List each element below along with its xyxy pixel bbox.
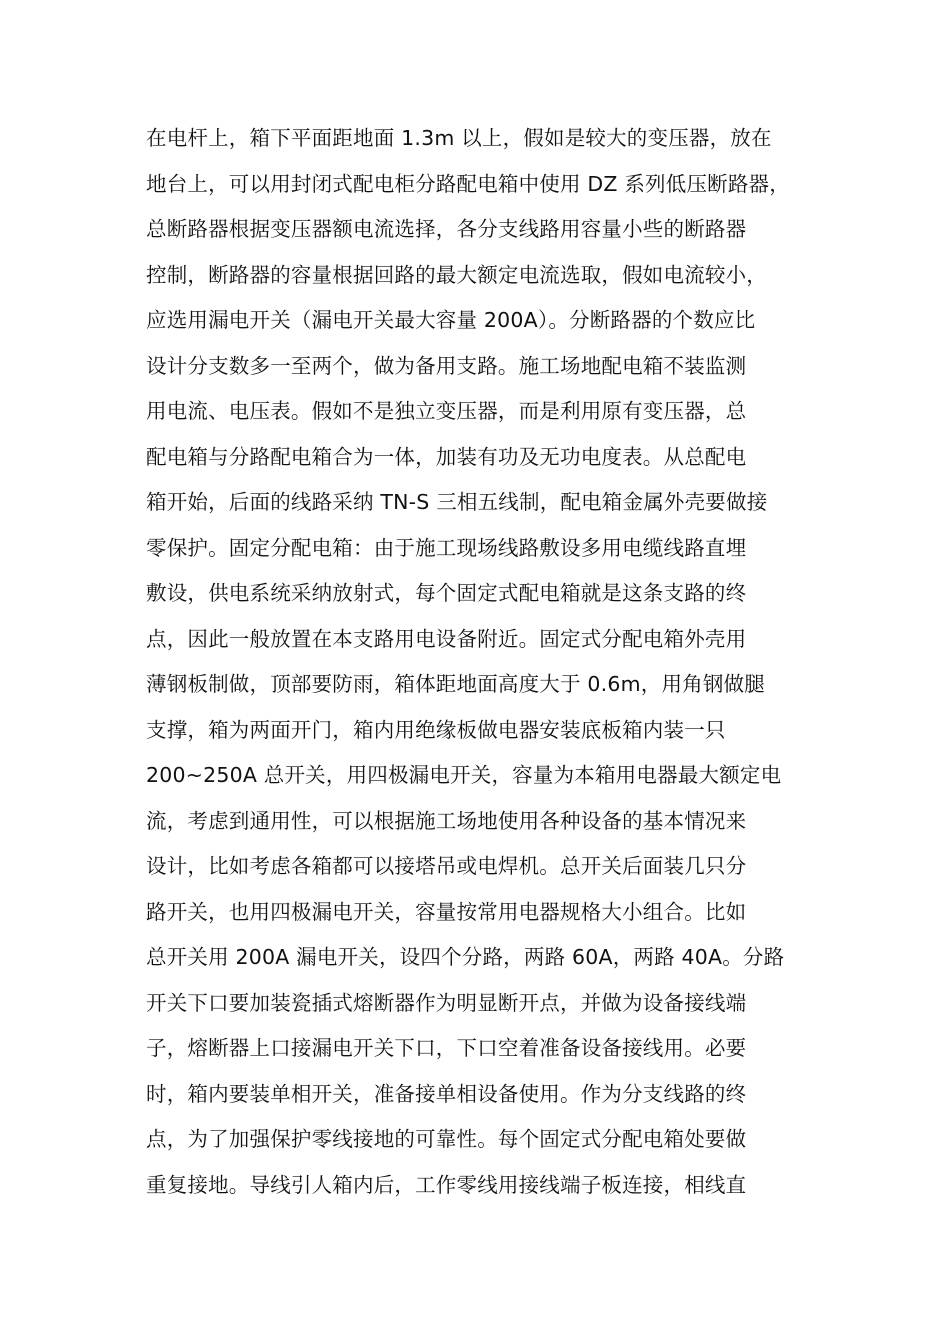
text-line: 设计，比如考虑各箱都可以接塔吊或电焊机。总开关后面装几只分 bbox=[146, 854, 747, 878]
text-line: 薄钢板制做，顶部要防雨，箱体距地面高度大于 0.6m，用角钢做腿 bbox=[146, 672, 765, 696]
text-line: 开关下口要加装瓷插式熔断器作为明显断开点，并做为设备接线端 bbox=[146, 990, 747, 1015]
text-line: 子，熔断器上口接漏电开关下口，下口空着准备设备接线用。必要 bbox=[146, 1036, 747, 1060]
text-line: 点，为了加强保护零线接地的可靠性。每个固定式分配电箱处要做 bbox=[146, 1127, 747, 1151]
text-line: 总开关用 200A 漏电开关，设四个分路，两路 60A，两路 40A。分路 bbox=[146, 945, 785, 969]
text-line: 时，箱内要装单相开关，准备接单相设备使用。作为分支线路的终 bbox=[146, 1081, 747, 1106]
text-line: 箱开始，后面的线路采纳 TN-S 三相五线制，配电箱金属外壳要做接 bbox=[146, 490, 768, 514]
text-line: 200~250A 总开关，用四极漏电开关，容量为本箱用电器最大额定电 bbox=[146, 763, 782, 787]
text-line: 在电杆上，箱下平面距地面 1.3m 以上，假如是较大的变压器，放在 bbox=[146, 126, 772, 150]
text-line: 应选用漏电开关（漏电开关最大容量 200A）。分断路器的个数应比 bbox=[146, 308, 756, 332]
text-line: 控制，断路器的容量根据回路的最大额定电流选取，假如电流较小， bbox=[146, 262, 767, 287]
text-line: 流，考虑到通用性，可以根据施工场地使用各种设备的基本情况来 bbox=[146, 808, 747, 833]
text-line: 路开关，也用四极漏电开关，容量按常用电器规格大小组合。比如 bbox=[146, 899, 747, 924]
text-line: 敷设，供电系统采纳放射式，每个固定式配电箱就是这条支路的终 bbox=[146, 581, 747, 605]
text-line: 配电箱与分路配电箱合为一体，加装有功及无功电度表。从总配电 bbox=[146, 444, 747, 469]
text-line: 地台上，可以用封闭式配电柜分路配电箱中使用 DZ 系列低压断路器， bbox=[146, 171, 790, 196]
body-text bbox=[146, 116, 826, 1208]
text-line: 支撑，箱为两面开门，箱内用绝缘板做电器安装底板箱内装一只 bbox=[146, 717, 726, 742]
text-line: 设计分支数多一至两个，做为备用支路。施工场地配电箱不装监测 bbox=[146, 353, 747, 378]
text-line: 重复接地。导线引人箱内后，工作零线用接线端子板连接，相线直 bbox=[146, 1172, 747, 1197]
text-line: 零保护。固定分配电箱：由于施工现场线路敷设多用电缆线路直埋 bbox=[146, 535, 747, 560]
text-line: 点，因此一般放置在本支路用电设备附近。固定式分配电箱外壳用 bbox=[146, 626, 747, 651]
text-line: 用电流、电压表。假如不是独立变压器，而是利用原有变压器，总 bbox=[146, 399, 747, 423]
text-line: 总断路器根据变压器额电流选择，各分支线路用容量小些的断路器 bbox=[146, 217, 747, 241]
